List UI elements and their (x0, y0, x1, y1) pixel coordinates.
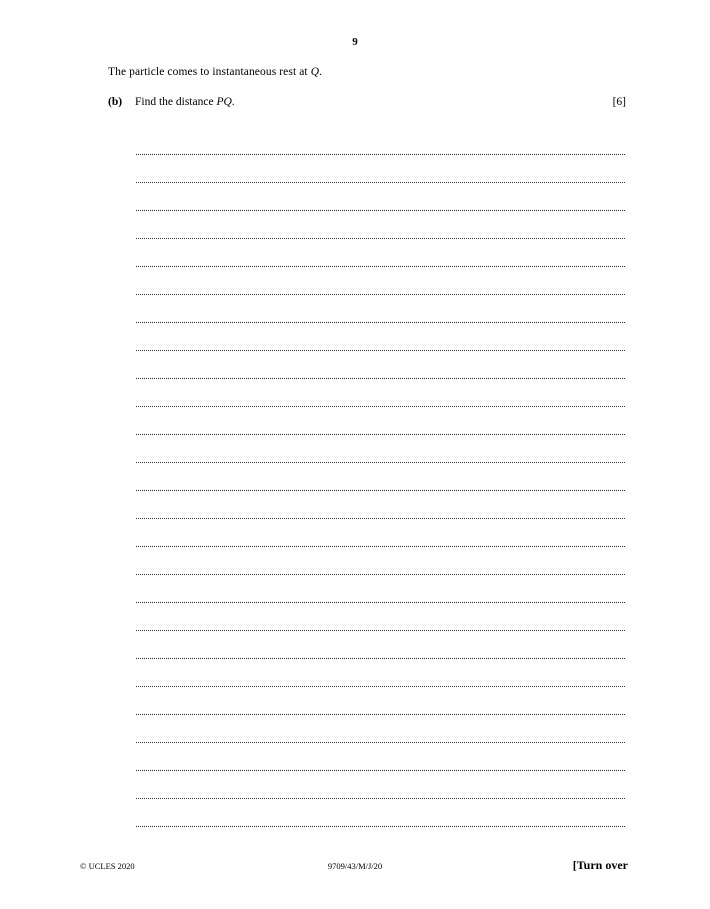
question-stem-point-label: Q (310, 66, 320, 78)
answer-line[interactable] (136, 407, 625, 435)
answer-line[interactable] (136, 211, 625, 239)
answer-line[interactable] (136, 631, 625, 659)
question-stem-text-after: . (319, 66, 323, 78)
page-number: 9 (352, 36, 358, 48)
answer-line[interactable] (136, 799, 625, 827)
answer-line[interactable] (136, 239, 625, 267)
answer-line[interactable] (136, 267, 625, 295)
copyright-notice: © UCLES 2020 (80, 861, 135, 871)
part-label: (b) (108, 96, 123, 108)
answer-line[interactable] (136, 351, 625, 379)
answer-line[interactable] (136, 547, 625, 575)
answer-line[interactable] (136, 771, 625, 799)
answer-line[interactable] (136, 155, 625, 183)
answer-line[interactable] (136, 575, 625, 603)
answer-line[interactable] (136, 127, 625, 155)
answer-lines-area[interactable] (136, 127, 625, 827)
answer-line[interactable] (136, 183, 625, 211)
part-segment-label: PQ (216, 96, 232, 108)
page-footer (0, 858, 710, 881)
answer-line[interactable] (136, 379, 625, 407)
answer-line[interactable] (136, 743, 625, 771)
question-stem (108, 65, 322, 79)
answer-line[interactable] (136, 603, 625, 631)
answer-line[interactable] (136, 715, 625, 743)
part-question-text (135, 95, 235, 109)
answer-line[interactable] (136, 519, 625, 547)
answer-line[interactable] (136, 323, 625, 351)
answer-line[interactable] (136, 687, 625, 715)
marks-allocation: [6] (612, 96, 626, 108)
part-text-before: Find the distance (135, 96, 217, 108)
part-text-after: . (231, 96, 235, 108)
answer-line[interactable] (136, 659, 625, 687)
answer-line[interactable] (136, 295, 625, 323)
turn-over-label: [Turn over (572, 858, 628, 872)
paper-code: 9709/43/M/J/20 (327, 861, 383, 871)
question-stem-text-before: The particle comes to instantaneous rest at (108, 66, 311, 78)
answer-line[interactable] (136, 463, 625, 491)
answer-line[interactable] (136, 491, 625, 519)
answer-line[interactable] (136, 435, 625, 463)
